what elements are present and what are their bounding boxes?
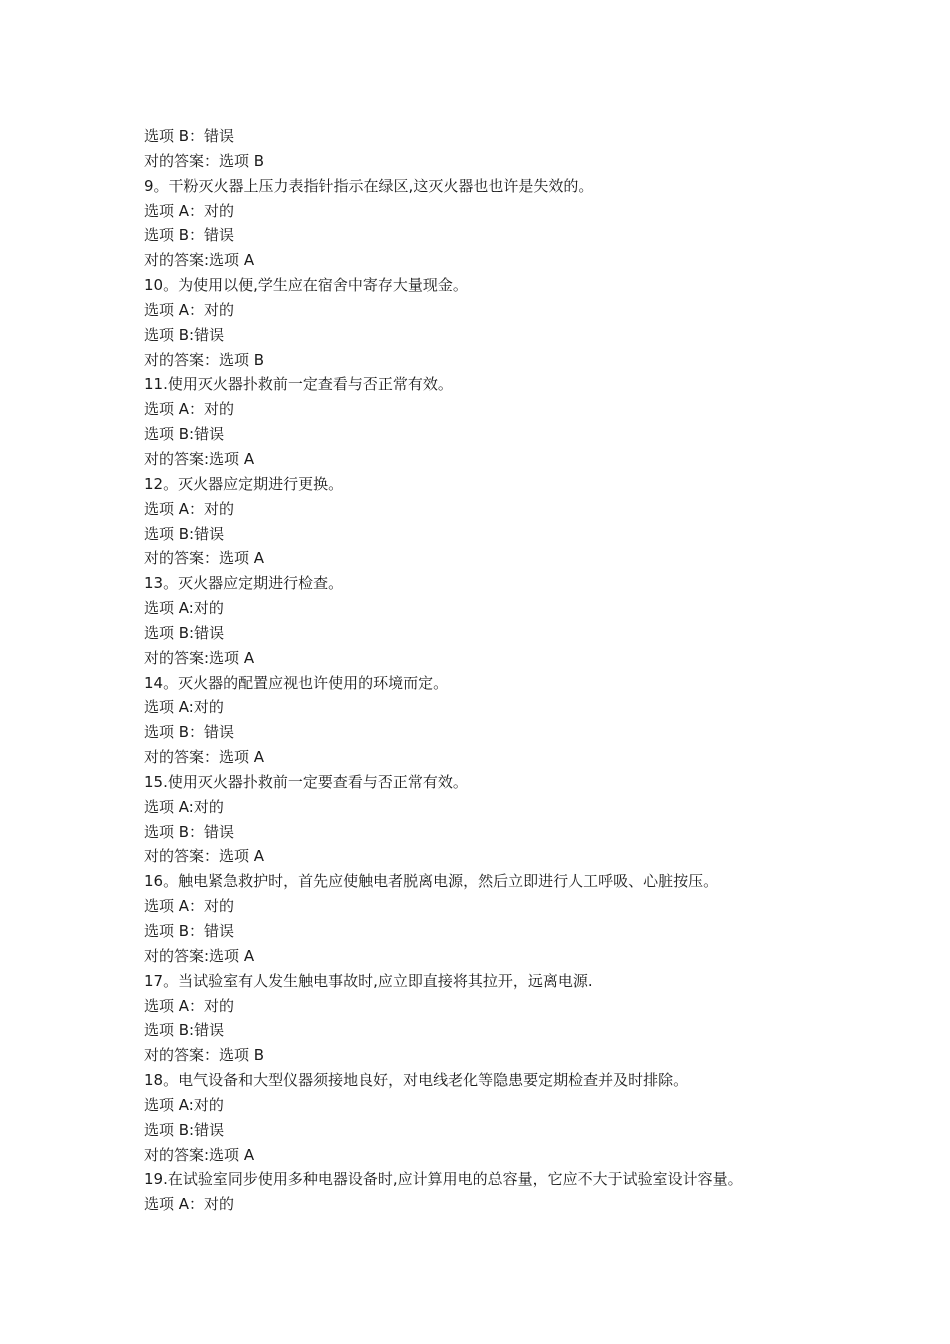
question-16: 16。触电紧急救护时，首先应使触电者脱离电源，然后立即进行人工呼吸、心脏按压。 (144, 872, 719, 891)
question-15: 15.使用灭火器扑救前一定要查看与否正常有效。 (144, 772, 468, 791)
correct-answer: 对的答案：选项 A (144, 549, 265, 568)
option-b: 选项 B：错误 (144, 723, 235, 742)
correct-answer: 对的答案：选项 B (144, 151, 265, 170)
document-body (144, 124, 844, 1217)
question-13: 13。灭火器应定期进行检查。 (144, 574, 344, 593)
correct-answer: 对的答案:选项 A (144, 251, 255, 270)
option-b: 选项 B:错误 (144, 425, 225, 444)
option-b: 选项 B:错误 (144, 1120, 225, 1139)
question-18: 18。电气设备和大型仪器须接地良好，对电线老化等隐患要定期检查并及时排除。 (144, 1071, 689, 1090)
option-a: 选项 A:对的 (144, 797, 224, 816)
question-11: 11.使用灭火器扑救前一定查看与否正常有效。 (144, 375, 453, 394)
correct-answer: 对的答案:选项 A (144, 449, 255, 468)
option-a: 选项 A：对的 (144, 1195, 235, 1214)
option-a: 选项 A：对的 (144, 499, 235, 518)
correct-answer: 对的答案:选项 A (144, 1145, 255, 1164)
question-14: 14。灭火器的配置应视也许使用的环境而定。 (144, 673, 449, 692)
option-a: 选项 A：对的 (144, 897, 235, 916)
question-10: 10。为使用以便,学生应在宿舍中寄存大量现金。 (144, 276, 468, 295)
option-b: 选项 B:错误 (144, 325, 225, 344)
option-a: 选项 A：对的 (144, 996, 235, 1015)
option-b: 选项 B：错误 (144, 822, 235, 841)
option-b: 选项 B：错误 (144, 127, 235, 145)
option-a: 选项 A:对的 (144, 1095, 224, 1114)
option-b: 选项 B:错误 (144, 1021, 225, 1040)
option-b: 选项 B:错误 (144, 524, 225, 543)
correct-answer: 对的答案：选项 A (144, 748, 265, 767)
option-b: 选项 B：错误 (144, 922, 235, 940)
option-a: 选项 A：对的 (144, 300, 235, 319)
question-9: 9。干粉灭火器上压力表指针指示在绿区,这灭火器也也许是失效的。 (144, 176, 594, 195)
question-12: 12。灭火器应定期进行更换。 (144, 474, 344, 493)
option-a: 选项 A:对的 (144, 698, 224, 717)
option-a: 选项 A:对的 (144, 599, 224, 618)
option-a: 选项 A：对的 (144, 201, 235, 220)
correct-answer: 对的答案:选项 A (144, 946, 255, 965)
correct-answer: 对的答案：选项 A (144, 847, 265, 866)
option-a: 选项 A：对的 (144, 400, 235, 419)
correct-answer: 对的答案:选项 A (144, 648, 255, 667)
question-19: 19.在试验室同步使用多种电器设备时,应计算用电的总容量，它应不大于试验室设计容量。 (144, 1170, 743, 1189)
option-b: 选项 B:错误 (144, 623, 225, 642)
option-b: 选项 B：错误 (144, 226, 235, 245)
question-17: 17。当试验室有人发生触电事故时,应立即直接将其拉开，远离电源. (144, 971, 593, 990)
correct-answer: 对的答案：选项 B (144, 350, 265, 369)
correct-answer: 对的答案：选项 B (144, 1046, 265, 1065)
